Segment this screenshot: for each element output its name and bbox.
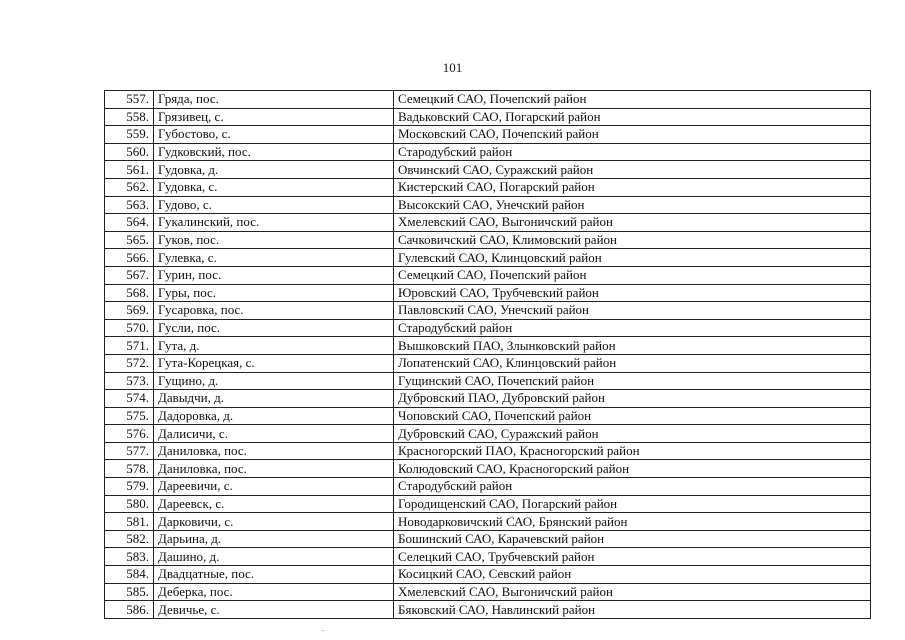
table-row [105,91,871,109]
administrative-area: Овчинский САО, Суражский район [394,161,871,179]
settlement-name: Гута-Корецкая, с. [154,354,394,372]
row-number: 560. [105,143,154,161]
table-row [105,354,871,372]
row-number: 558. [105,108,154,126]
row-number: 584. [105,566,154,584]
row-number: 570. [105,319,154,337]
row-number: 573. [105,372,154,390]
scan-speck [322,630,324,631]
settlement-name: Гукалинский, пос. [154,214,394,232]
row-number: 562. [105,178,154,196]
table-row [105,513,871,531]
settlement-name: Даниловка, пос. [154,442,394,460]
row-number: 576. [105,425,154,443]
administrative-area: Семецкий САО, Почепский район [394,266,871,284]
row-number: 575. [105,407,154,425]
administrative-area: Дубровский ПАО, Дубровский район [394,390,871,408]
row-number: 574. [105,390,154,408]
table-row [105,284,871,302]
row-number: 586. [105,601,154,619]
settlement-name: Даниловка, пос. [154,460,394,478]
row-number: 561. [105,161,154,179]
row-number: 579. [105,478,154,496]
row-number: 559. [105,126,154,144]
administrative-area: Павловский САО, Унечский район [394,302,871,320]
row-number: 566. [105,249,154,267]
settlement-name: Дареевичи, с. [154,478,394,496]
table-row [105,530,871,548]
table-row [105,266,871,284]
table-row [105,478,871,496]
administrative-area: Сачковичский САО, Климовский район [394,231,871,249]
row-number: 585. [105,583,154,601]
table-row [105,108,871,126]
administrative-area: Косицкий САО, Севский район [394,566,871,584]
settlement-name: Гулевка, с. [154,249,394,267]
administrative-area: Хмелевский САО, Выгоничский район [394,583,871,601]
row-number: 582. [105,530,154,548]
settlement-name: Гурин, пос. [154,266,394,284]
settlement-name: Деберка, пос. [154,583,394,601]
table-row [105,337,871,355]
settlement-name: Гряда, пос. [154,91,394,109]
table-row [105,231,871,249]
row-number: 580. [105,495,154,513]
table-row [105,372,871,390]
row-number: 571. [105,337,154,355]
settlement-name: Гусаровка, пос. [154,302,394,320]
row-number: 567. [105,266,154,284]
settlement-name: Двадцатные, пос. [154,566,394,584]
administrative-area: Московский САО, Почепский район [394,126,871,144]
table-row [105,126,871,144]
table-row [105,249,871,267]
table-row [105,495,871,513]
settlement-name: Дареевск, с. [154,495,394,513]
administrative-area: Новодарковичский САО, Брянский район [394,513,871,531]
administrative-area: Юровский САО, Трубчевский район [394,284,871,302]
table-row [105,442,871,460]
settlement-name: Гуры, пос. [154,284,394,302]
administrative-area: Хмелевский САО, Выгоничский район [394,214,871,232]
settlement-name: Дарьина, д. [154,530,394,548]
table-row [105,583,871,601]
administrative-area: Бяковский САО, Навлинский район [394,601,871,619]
table-row [105,566,871,584]
settlement-name: Гущино, д. [154,372,394,390]
settlement-name: Гудово, с. [154,196,394,214]
row-number: 569. [105,302,154,320]
administrative-area: Красногорский ПАО, Красногорский район [394,442,871,460]
settlement-name: Губостово, с. [154,126,394,144]
administrative-area: Лопатенский САО, Клинцовский район [394,354,871,372]
administrative-area: Чоповский САО, Почепский район [394,407,871,425]
table-row [105,390,871,408]
table-row [105,196,871,214]
settlement-name: Далисичи, с. [154,425,394,443]
table-row [105,460,871,478]
administrative-area: Колюдовский САО, Красногорский район [394,460,871,478]
table-row [105,178,871,196]
settlements-table [104,90,871,619]
row-number: 568. [105,284,154,302]
table-row [105,601,871,619]
settlement-name: Дадоровка, д. [154,407,394,425]
administrative-area: Вышковский ПАО, Злынковский район [394,337,871,355]
administrative-area: Высокский САО, Унечский район [394,196,871,214]
administrative-area: Стародубский район [394,143,871,161]
settlement-name: Девичье, с. [154,601,394,619]
administrative-area: Кистерский САО, Погарский район [394,178,871,196]
row-number: 583. [105,548,154,566]
administrative-area: Городищенский САО, Погарский район [394,495,871,513]
settlement-name: Давыдчи, д. [154,390,394,408]
settlement-name: Гусли, пос. [154,319,394,337]
table-row [105,319,871,337]
table-row [105,302,871,320]
table-row [105,548,871,566]
administrative-area: Стародубский район [394,478,871,496]
table-row [105,407,871,425]
table-row [105,214,871,232]
settlement-name: Гудковский, пос. [154,143,394,161]
administrative-area: Бошинский САО, Карачевский район [394,530,871,548]
row-number: 564. [105,214,154,232]
page-number: 101 [442,60,463,75]
row-number: 563. [105,196,154,214]
settlement-name: Грязивец, с. [154,108,394,126]
settlement-name: Гута, д. [154,337,394,355]
administrative-area: Гущинский САО, Почепский район [394,372,871,390]
row-number: 572. [105,354,154,372]
table-row [105,143,871,161]
row-number: 577. [105,442,154,460]
row-number: 578. [105,460,154,478]
table-row [105,425,871,443]
administrative-area: Гулевский САО, Клинцовский район [394,249,871,267]
settlement-name: Гудовка, д. [154,161,394,179]
administrative-area: Дубровский САО, Суражский район [394,425,871,443]
row-number: 565. [105,231,154,249]
administrative-area: Стародубский район [394,319,871,337]
settlements-table-body [105,91,871,619]
table-row [105,161,871,179]
row-number: 557. [105,91,154,109]
settlement-name: Дарковичи, с. [154,513,394,531]
administrative-area: Семецкий САО, Почепский район [394,91,871,109]
settlement-name: Гуков, пос. [154,231,394,249]
administrative-area: Селецкий САО, Трубчевский район [394,548,871,566]
settlement-name: Гудовка, с. [154,178,394,196]
row-number: 581. [105,513,154,531]
settlement-name: Дашино, д. [154,548,394,566]
administrative-area: Вадьковский САО, Погарский район [394,108,871,126]
